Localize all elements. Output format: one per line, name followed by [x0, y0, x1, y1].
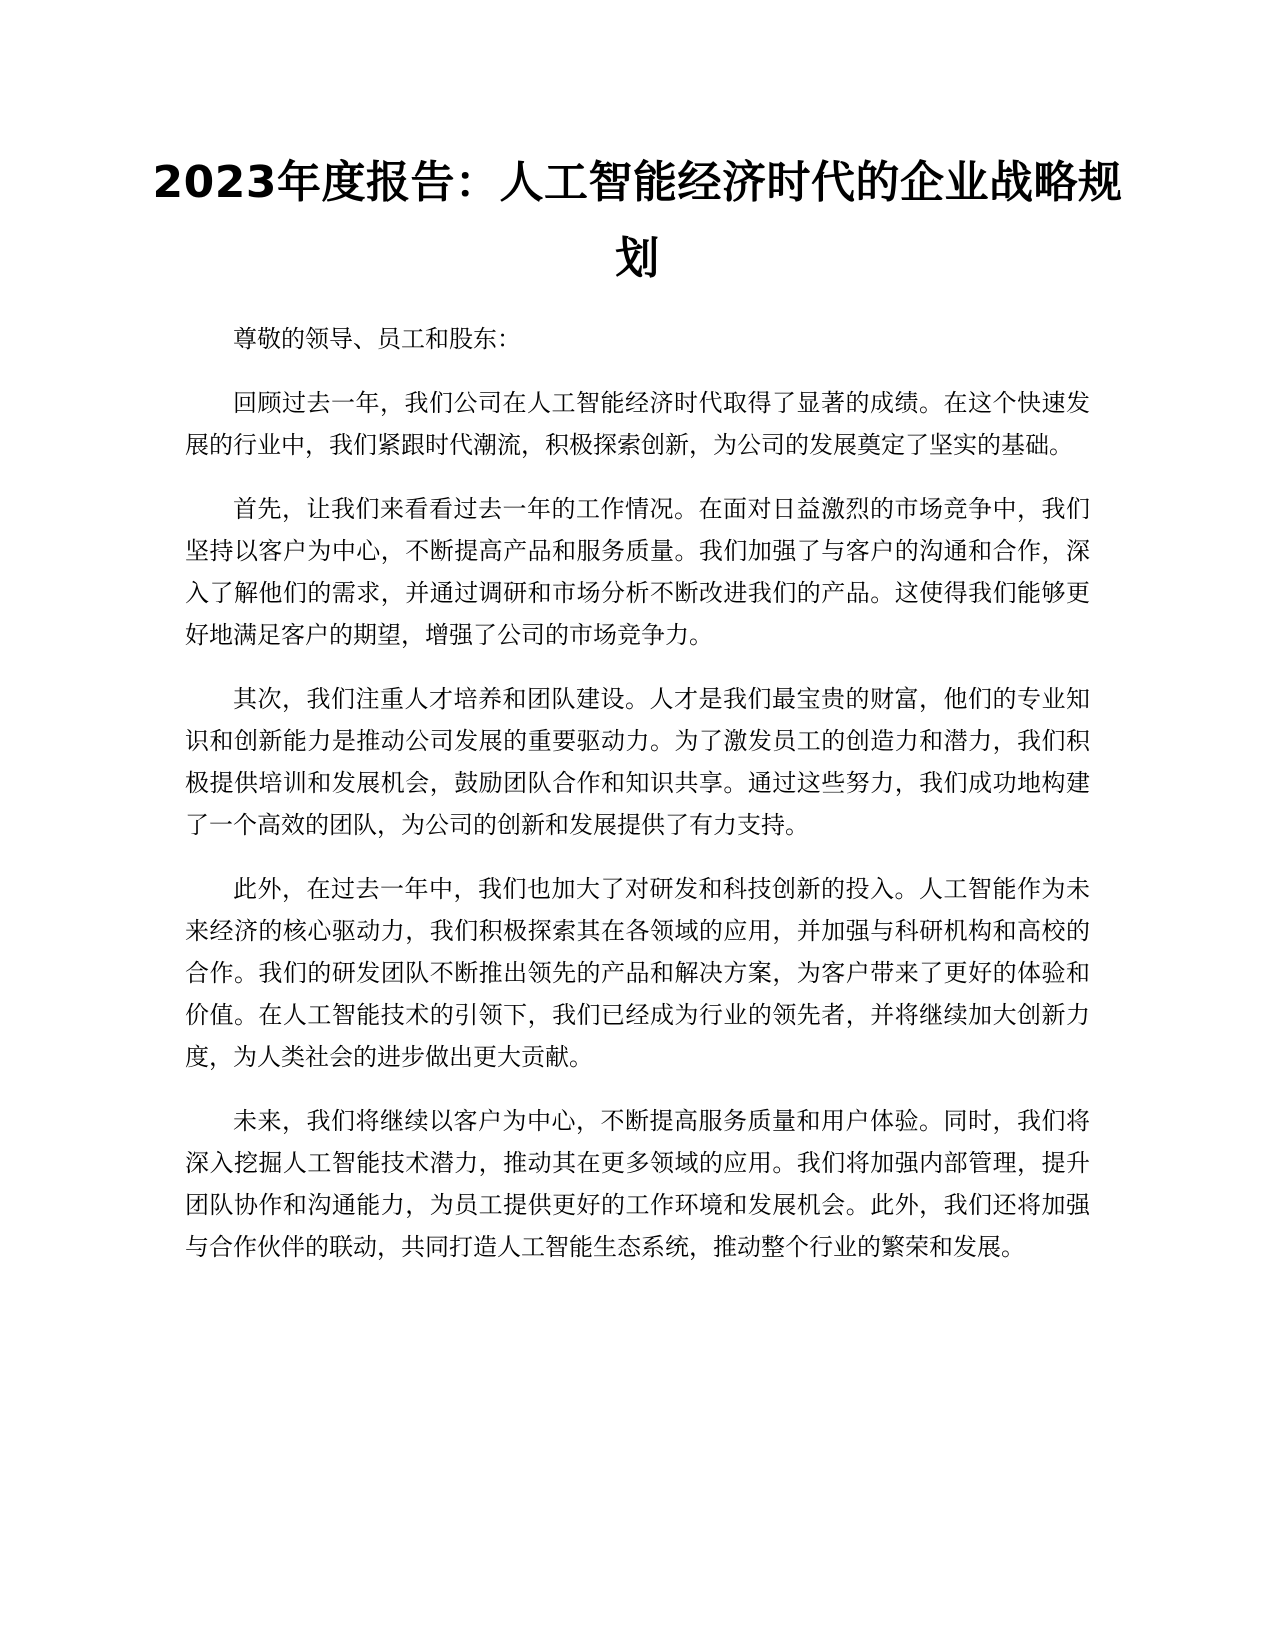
- paragraph-rnd: 此外，在过去一年中，我们也加大了对研发和科技创新的投入。人工智能作为未来经济的核心驱动力，我们积极探索其在各领域的应用，并加强与科研机构和高校的合作。我们的研发团队不断推出领先的产品和解决方案，为客户带来了更好的体验和价值。在人工智能技术的引领下，我们已经成为行业的领先者，并将继续加大创新力度，为人类社会的进步做出更大贡献。: [185, 875, 1090, 1071]
- paragraph-talent: 其次，我们注重人才培养和团队建设。人才是我们最宝贵的财富，他们的专业知识和创新能力是推动公司发展的重要驱动力。为了激发员工的创造力和潜力，我们积极提供培训和发展机会，鼓励团队合作和知识共享。通过这些努力，我们成功地构建了一个高效的团队，为公司的创新和发展提供了有力支持。: [185, 685, 1090, 839]
- document-title: 2023年度报告：人工智能经济时代的企业战略规划: [152, 157, 1123, 284]
- paragraph-future: 未来，我们将继续以客户为中心，不断提高服务质量和用户体验。同时，我们将深入挖掘人工智能技术潜力，推动其在更多领域的应用。我们将加强内部管理，提升团队协作和沟通能力，为员工提供更好的工作环境和发展机会。此外，我们还将加强与合作伙伴的联动，共同打造人工智能生态系统，推动整个行业的繁荣和发展。: [185, 1107, 1090, 1261]
- paragraph-work-situation: 首先，让我们来看看过去一年的工作情况。在面对日益激烈的市场竞争中，我们坚持以客户为中心，不断提高产品和服务质量。我们加强了与客户的沟通和合作，深入了解他们的需求，并通过调研和市场分析不断改进我们的产品。这使得我们能够更好地满足客户的期望，增强了公司的市场竞争力。: [185, 495, 1090, 649]
- paragraph-review: 回顾过去一年，我们公司在人工智能经济时代取得了显著的成绩。在这个快速发展的行业中，我们紧跟时代潮流，积极探索创新，为公司的发展奠定了坚实的基础。: [185, 389, 1090, 459]
- document-body: [185, 318, 1090, 1290]
- salutation: 尊敬的领导、员工和股东：: [233, 325, 521, 353]
